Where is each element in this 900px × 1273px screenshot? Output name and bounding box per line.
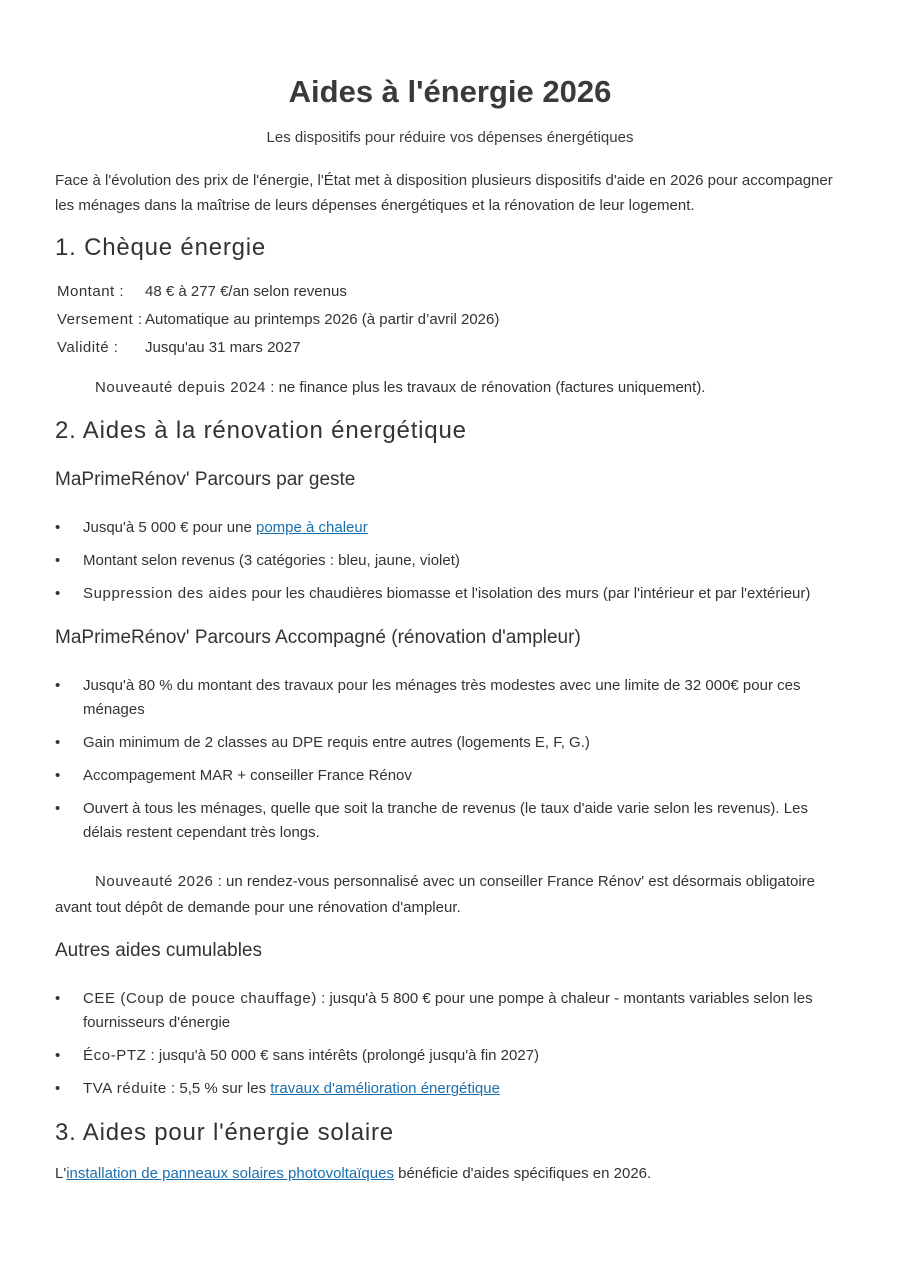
- info-label: Montant :: [57, 283, 125, 300]
- list-item: • Gain minimum de 2 classes au DPE requis entre autres (logements E, F, G.): [55, 731, 845, 755]
- solaire-paragraph: [55, 1161, 850, 1186]
- list-item: [55, 516, 845, 540]
- intro-paragraph: Face à l'évolution des prix de l'énergie, l'État met à disposition plusieurs dispositifs d'aide en 2026 pour accompagner les ménages dans la maîtrise de leurs dépenses énergétiques et la rénovation de leur logement.: [55, 172, 833, 214]
- text-prefix: L': [55, 1165, 67, 1182]
- section-heading-cheque-energie: 1. Chèque énergie: [55, 234, 267, 261]
- list-item: [55, 582, 845, 606]
- info-value: Jusqu'au 31 mars 2027: [145, 339, 301, 356]
- info-value: 48 € à 277 €/an selon revenus: [145, 283, 347, 300]
- list-item: • Ouvert à tous les ménages, quelle que soit la tranche de revenus (le taux d'aide varie selon les revenus). Les délais restent cependant très longs.: [55, 797, 845, 845]
- page-title: Aides à l'énergie 2026: [288, 74, 612, 109]
- list-item: [55, 1044, 845, 1068]
- item-text: : jusqu'à 50 000 € sans intérêts (prolongé jusqu'à fin 2027): [146, 1047, 540, 1064]
- list-item: • Jusqu'à 80 % du montant des travaux pour les ménages très modestes avec une limite de 32 000€ pour ces ménages: [55, 674, 845, 722]
- item-label: Éco-PTZ: [83, 1047, 147, 1064]
- renovation-ampleur-note: [55, 869, 845, 921]
- list-item: • Montant selon revenus (3 catégories : bleu, jaune, violet): [55, 549, 845, 573]
- list-item: [55, 1077, 845, 1101]
- subheading-autres-aides: Autres aides cumulables: [55, 940, 262, 961]
- list-item: • Accompagement MAR + conseiller France Rénov: [55, 764, 845, 788]
- info-label: Versement :: [57, 311, 143, 328]
- cheque-energie-note: [55, 375, 845, 401]
- item-text: : 5,5 % sur les: [166, 1080, 271, 1097]
- list-autres-aides: [55, 987, 845, 1110]
- item-label: CEE (Coup de pouce chauffage): [83, 990, 317, 1007]
- item-text: pour les chaudières biomasse et l'isolation des murs (par l'intérieur et par l'extérieur): [247, 585, 811, 602]
- info-label: Validité :: [57, 339, 119, 356]
- info-value: Automatique au printemps 2026 (à partir d’avril 2026): [145, 311, 500, 328]
- travaux-amelioration-link[interactable]: travaux d'amélioration énergétique: [270, 1080, 500, 1097]
- note-label: Nouveauté depuis 2024: [95, 379, 267, 396]
- panneaux-solaires-link[interactable]: installation de panneaux solaires photovoltaïques: [66, 1165, 394, 1182]
- list-parcours-accompagne: [55, 674, 845, 854]
- item-text: Jusqu'à 5 000 € pour une: [83, 519, 256, 536]
- note-label: Nouveauté 2026: [95, 873, 214, 890]
- list-parcours-geste: [55, 516, 845, 615]
- pompe-a-chaleur-link[interactable]: pompe à chaleur: [256, 519, 368, 536]
- note-text: : ne finance plus les travaux de rénovation (factures uniquement).: [266, 379, 706, 396]
- item-label: TVA réduite: [83, 1080, 167, 1097]
- subheading-parcours-accompagne: MaPrimeRénov' Parcours Accompagné (rénovation d'ampleur): [55, 627, 581, 648]
- note-text: : un rendez-vous personnalisé avec un conseiller France Rénov' est désormais obligatoire avant tout dépôt de demande pour une rénovation d'ampleur.: [55, 873, 816, 916]
- section-heading-renovation: 2. Aides à la rénovation énergétique: [55, 417, 467, 444]
- section-heading-solaire: 3. Aides pour l'énergie solaire: [55, 1119, 394, 1146]
- text-suffix: bénéficie d'aides spécifiques en 2026.: [393, 1165, 652, 1182]
- subheading-parcours-geste: MaPrimeRénov' Parcours par geste: [55, 469, 356, 490]
- list-item: [55, 987, 845, 1035]
- page-subtitle: Les dispositifs pour réduire vos dépenses énergétiques: [266, 129, 634, 146]
- item-label: Suppression des aides: [83, 585, 248, 602]
- item-text: : jusqu'à 5 800 € pour une pompe à chaleur - montants variables selon les fournisseurs d'énergie: [83, 990, 813, 1031]
